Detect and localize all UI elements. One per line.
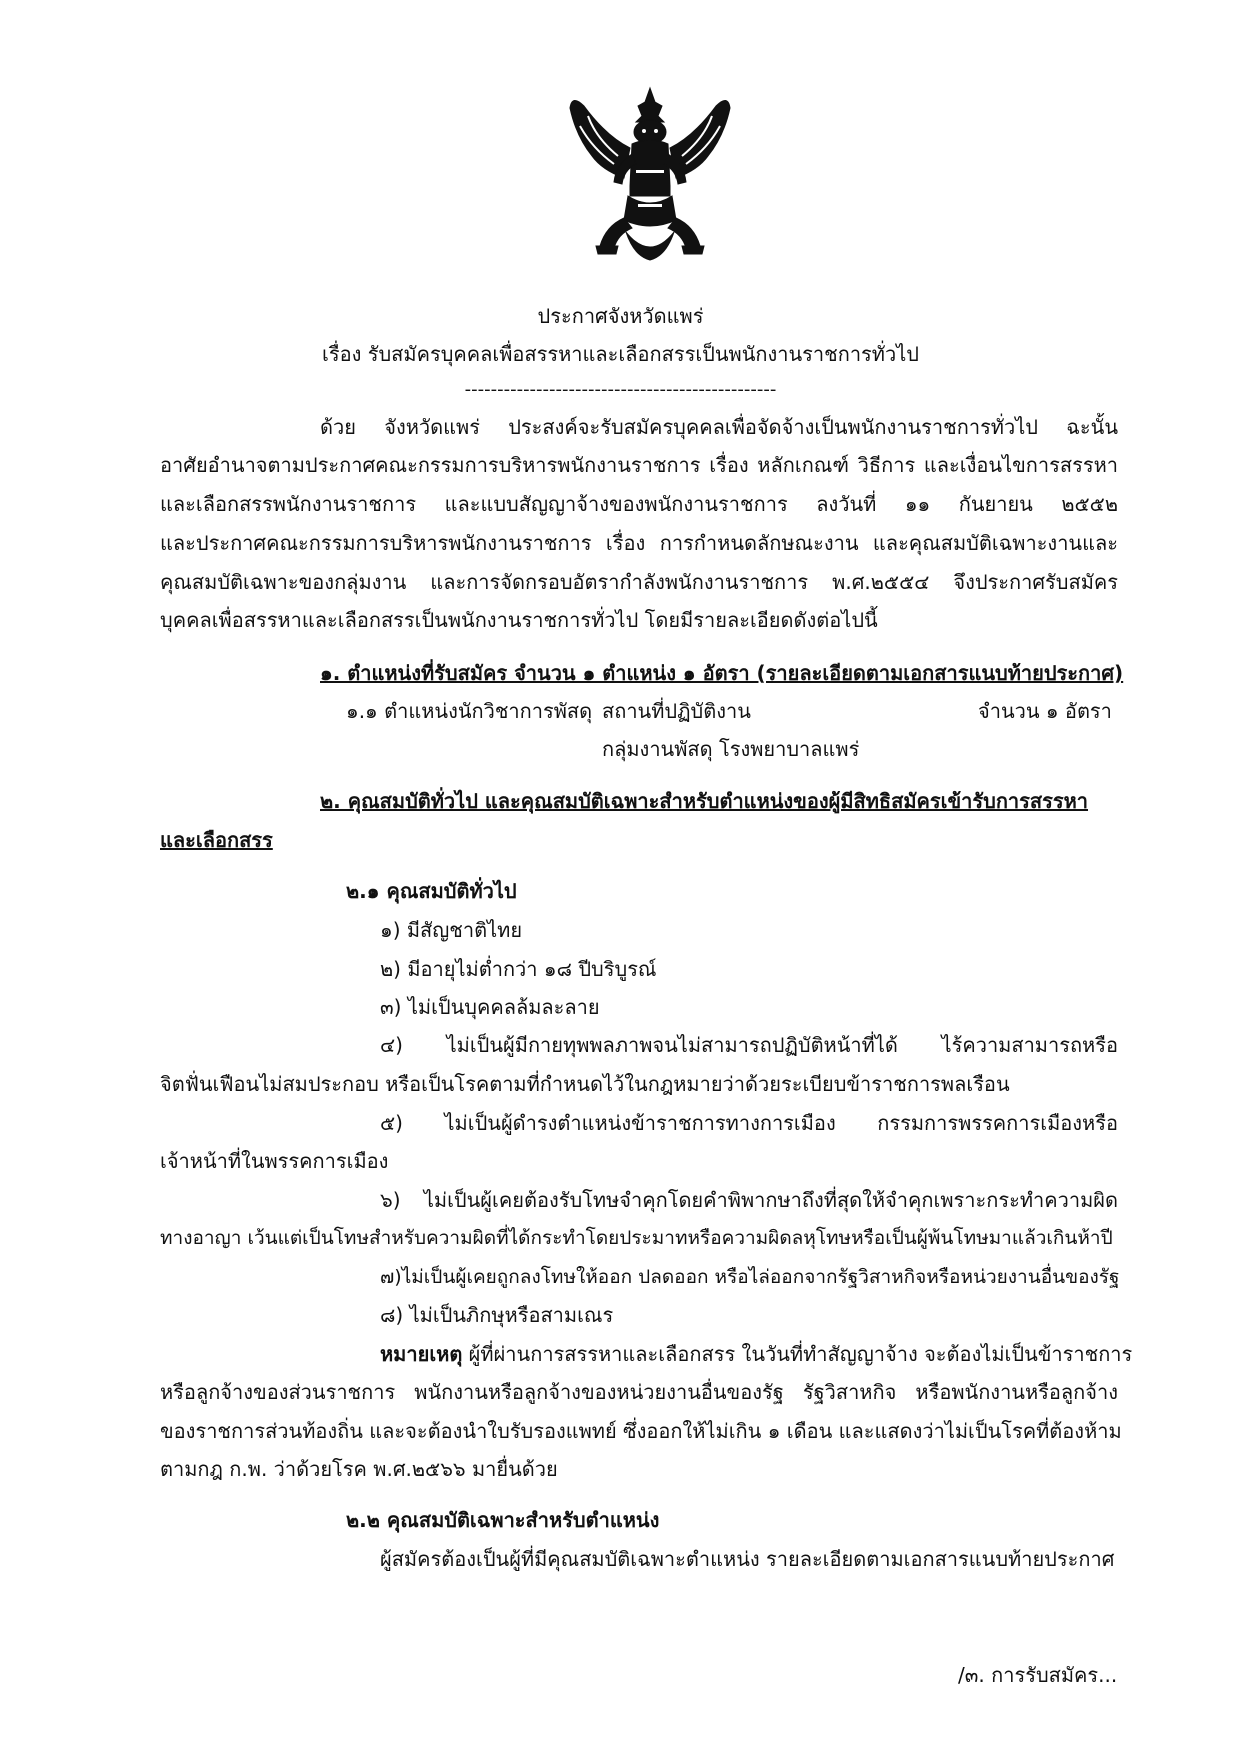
qualification-item: ๔) ไม่เป็นผู้มีกายทุพพลภาพจนไม่สามารถปฏิบัติหน้าที่ได้ ไร้ความสามารถหรือ <box>380 1033 1118 1057</box>
subsection-2-2: ๒.๒ คุณสมบัติเฉพาะสำหรับตำแหน่ง <box>346 1508 660 1532</box>
intro-line: ด้วย จังหวัดแพร่ ประสงค์จะรับสมัครบุคคลเพื่อจัดจ้างเป็นพนักงานราชการทั่วไป ฉะนั้น <box>320 415 1118 439</box>
subsection-2-1: ๒.๑ คุณสมบัติทั่วไป <box>346 879 517 903</box>
garuda-emblem-icon <box>566 86 734 262</box>
section1-heading: ๑. ตำแหน่งที่รับสมัคร จำนวน ๑ ตำแหน่ง ๑ อัตรา (รายละเอียดตามเอกสารแนบท้ายประกาศ) <box>320 661 1124 685</box>
note-line: หรือลูกจ้างของส่วนราชการ พนักงานหรือลูกจ้างของหน่วยงานอื่นของรัฐ รัฐวิสาหกิจ หรือพนักงานหรือลูกจ้าง <box>160 1380 1118 1404</box>
intro-line: อาศัยอำนาจตามประกาศคณะกรรมการบริหารพนักงานราชการ เรื่อง หลักเกณฑ์ วิธีการ และเงื่อนไขการสรรหา <box>160 453 1118 477</box>
document-subject: เรื่อง รับสมัครบุคคลเพื่อสรรหาและเลือกสรรเป็นพนักงานราชการทั่วไป <box>322 342 919 366</box>
subsection-2-2-text: ผู้สมัครต้องเป็นผู้ที่มีคุณสมบัติเฉพาะตำแหน่ง รายละเอียดตามเอกสารแนบท้ายประกาศ <box>380 1547 1115 1571</box>
qualification-item: ๓) ไม่เป็นบุคคลล้มละลาย <box>380 995 600 1019</box>
qualification-item: ๗)ไม่เป็นผู้เคยถูกลงโทษให้ออก ปลดออก หรือไล่ออกจากรัฐวิสาหกิจหรือหน่วยงานอื่นของรัฐ <box>380 1266 1120 1288</box>
document-title: ประกาศจังหวัดแพร่ <box>537 304 704 328</box>
workplace-value: กลุ่มงานพัสดุ โรงพยาบาลแพร่ <box>602 737 860 761</box>
note-line: ตามกฎ ก.พ. ว่าด้วยโรค พ.ศ.๒๕๖๖ มายื่นด้วย <box>160 1457 558 1481</box>
intro-line: และเลือกสรรพนักงานราชการ และแบบสัญญาจ้างของพนักงานราชการ ลงวันที่ ๑๑ กันยายน ๒๕๕๒ <box>160 492 1118 516</box>
title-separator: ------------------------------------------------ <box>464 379 777 400</box>
section2-heading: ๒. คุณสมบัติทั่วไป และคุณสมบัติเฉพาะสำหรับตำแหน่งของผู้มีสิทธิสมัครเข้ารับการสรรหา <box>320 789 1089 813</box>
position-name: ๑.๑ ตำแหน่งนักวิชาการพัสดุ <box>346 699 593 723</box>
qualification-item: เจ้าหน้าที่ในพรรคการเมือง <box>160 1149 389 1173</box>
qualification-item: ๕) ไม่เป็นผู้ดำรงตำแหน่งข้าราชการทางการเมือง กรรมการพรรคการเมืองหรือ <box>380 1111 1118 1135</box>
note-line <box>380 1340 1132 1368</box>
note-label: หมายเหตุ <box>380 1342 463 1366</box>
qualification-item: จิตฟั่นเฟือนไม่สมประกอบ หรือเป็นโรคตามที่กำหนดไว้ในกฎหมายว่าด้วยระเบียบข้าราชการพลเรือน <box>160 1072 1010 1096</box>
position-count: จำนวน ๑ อัตรา <box>978 699 1112 723</box>
note-line: ของราชการส่วนท้องถิ่น และจะต้องนำใบรับรองแพทย์ ซึ่งออกให้ไม่เกิน ๑ เดือน และแสดงว่าไม่เป็นโรคที่ต้องห้าม <box>160 1419 1122 1443</box>
intro-line: คุณสมบัติเฉพาะของกลุ่มงาน และการจัดกรอบอัตรากำลังพนักงานราชการ พ.ศ.๒๕๕๔ จึงประกาศรับสมัคร <box>160 570 1118 594</box>
intro-line: บุคคลเพื่อสรรหาและเลือกสรรเป็นพนักงานราชการทั่วไป โดยมีรายละเอียดดังต่อไปนี้ <box>160 608 878 632</box>
workplace-label: สถานที่ปฏิบัติงาน <box>602 699 751 723</box>
qualification-item: ๖) ไม่เป็นผู้เคยต้องรับโทษจำคุกโดยคำพิพากษาถึงที่สุดให้จำคุกเพราะกระทำความผิด <box>380 1188 1118 1212</box>
qualification-item: ๒) มีอายุไม่ต่ำกว่า ๑๘ ปีบริบูรณ์ <box>380 957 657 981</box>
note-text: ผู้ที่ผ่านการสรรหาและเลือกสรร ในวันที่ทำสัญญาจ้าง จะต้องไม่เป็นข้าราชการ <box>462 1342 1133 1366</box>
qualification-item: ทางอาญา เว้นแต่เป็นโทษสำหรับความผิดที่ได้กระทำโดยประมาทหรือความผิดลหุโทษหรือเป็นผู้พ้นโทษมาแล้วเกินห้าปี <box>160 1227 1113 1249</box>
section2-heading-cont: และเลือกสรร <box>160 828 273 852</box>
qualification-item: ๑) มีสัญชาติไทย <box>380 918 523 942</box>
qualification-item: ๘) ไม่เป็นภิกษุหรือสามเณร <box>380 1303 614 1327</box>
intro-line: และประกาศคณะกรรมการบริหารพนักงานราชการ เรื่อง การกำหนดลักษณะงาน และคุณสมบัติเฉพาะงานและ <box>160 531 1118 555</box>
continuation-note: /๓. การรับสมัคร... <box>958 1663 1118 1687</box>
